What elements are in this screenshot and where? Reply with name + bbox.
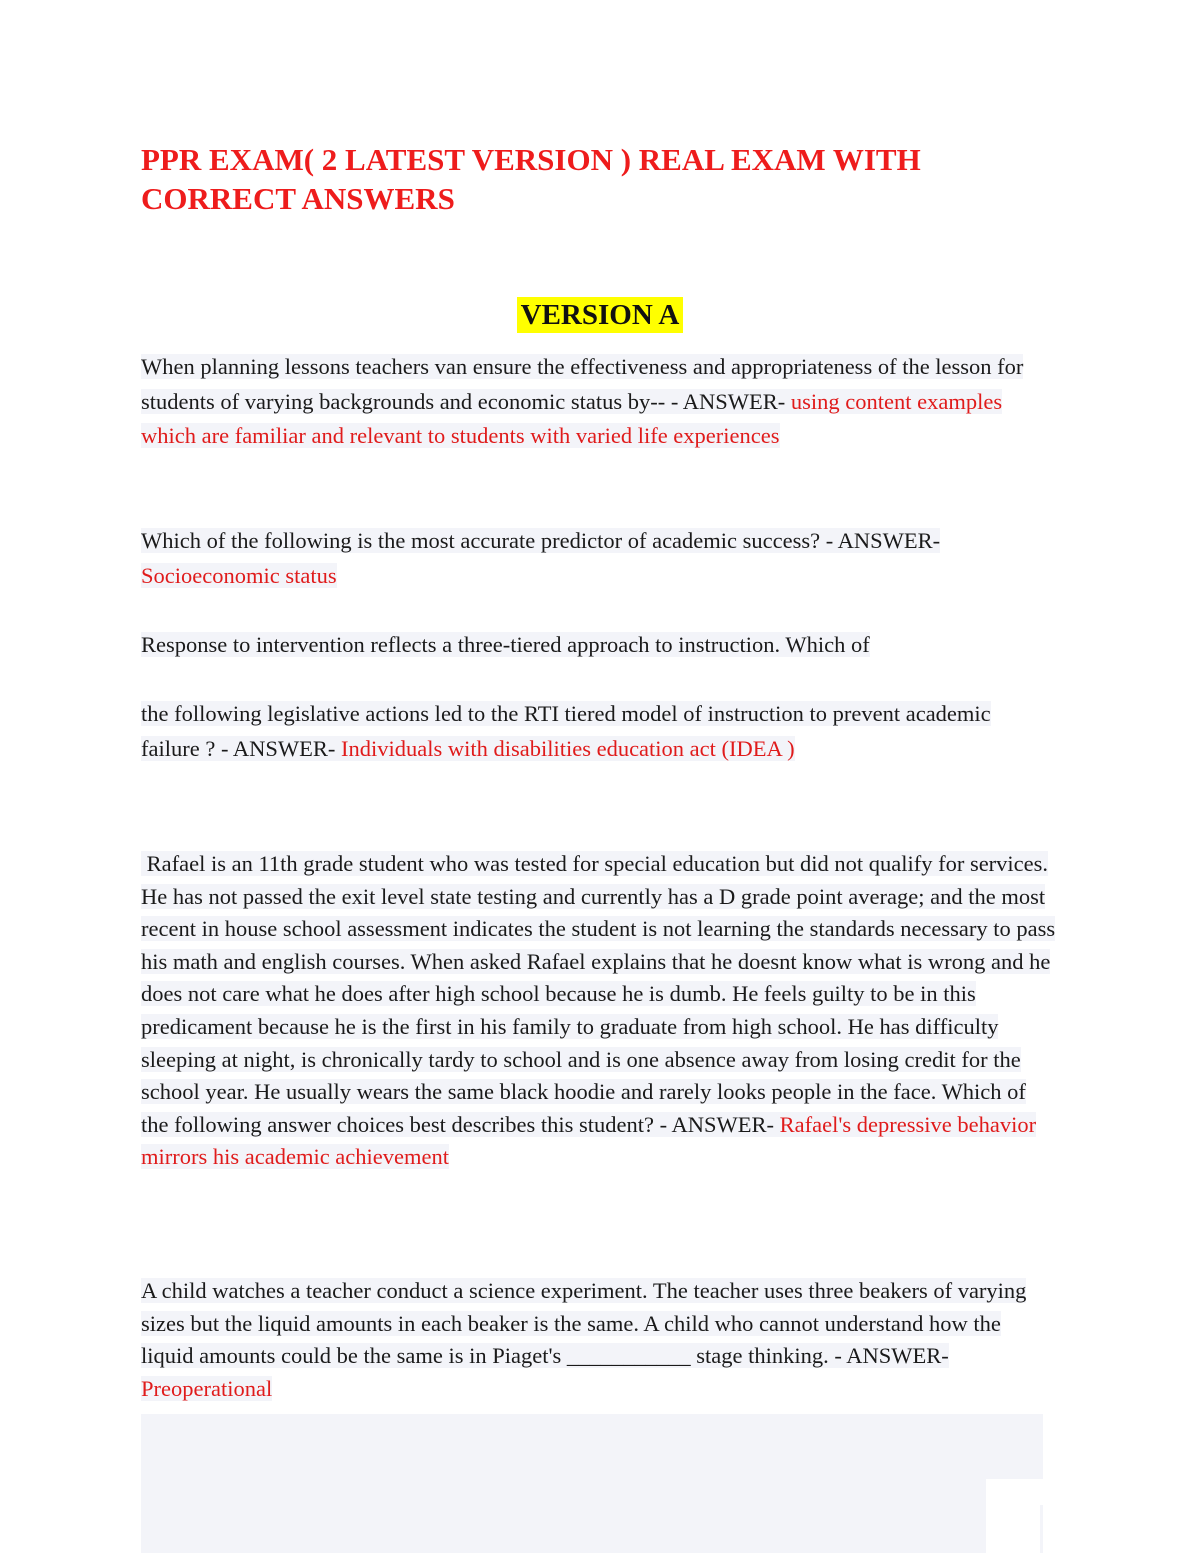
question-text: Rafael is an 11th grade student who was tested for special education but did not qualify for services. He has not passed the exit level state testing and currently has a D grade point average; and the most recent in house school assessment indicates the student is not learning the standards necessary to pass his math and english courses. When asked Rafael explains that he doesnt know what is wrong and he does not care what he does after high school because he is dumb. He feels guilty to be in this predicament because he is the first in his family to graduate from high school. He has difficulty sleeping at night, is chronically tardy to school and is one absence away from losing credit for the school year. He usually wears the same black hoodie and rarely looks people in the face. Which of the following answer choices best describes this student? -: [141, 851, 1056, 1137]
question-text: Which of the following is the most accurate predictor of academic success? -: [141, 528, 834, 553]
question-block-4: [141, 848, 1056, 1174]
answer-prefix: ANSWER-: [682, 388, 786, 414]
answer-prefix: ANSWER-: [671, 1111, 775, 1137]
question-text: A child watches a teacher conduct a science experiment. The teacher uses three beakers of varying sizes but the liquid amounts in each beaker is the same. A child who cannot understand how the liquid amounts could be the same is in Piaget's: [141, 1278, 1027, 1369]
answer-text: using content examples which are familiar and relevant to students with varied life experiences: [141, 388, 1003, 448]
answer-text: Preoperational: [141, 1375, 273, 1401]
question-block-3: [141, 628, 1036, 663]
answer-prefix: ANSWER-: [846, 1343, 949, 1369]
answer-blank: ___________: [566, 1343, 691, 1369]
answer-text: Socioeconomic status: [141, 562, 337, 588]
question-text: When planning lessons teachers van ensure the effectiveness and appropriateness of the lesson for students of varying backgrounds and economic status by-- -: [141, 354, 1024, 414]
question-block-2: [141, 524, 1011, 593]
document-title: PPR EXAM( 2 LATEST VERSION ) REAL EXAM WITH CORRECT ANSWERS: [141, 142, 921, 216]
answer-prefix: ANSWER-: [232, 735, 336, 761]
shaded-empty-region-edge-low: [1040, 1505, 1043, 1553]
answer-text: Individuals with disabilities education act (IDEA ): [340, 735, 795, 761]
question-tail: stage thinking. -: [696, 1343, 842, 1369]
question-block-3-cont: [141, 697, 1041, 766]
answer-prefix: ANSWER-: [837, 528, 941, 553]
question-block-1: [141, 350, 1041, 454]
version-label: VERSION A: [517, 297, 684, 333]
question-text: Response to intervention reflects a three-tiered approach to instruction. Which of: [141, 632, 870, 657]
shaded-empty-region: [141, 1414, 986, 1553]
question-block-5: [141, 1275, 1051, 1405]
question-text: the following legislative actions led to the RTI tiered model of instruction to prevent academic failure ? -: [141, 701, 991, 761]
answer-text: Rafael's depressive behavior mirrors his academic achievement: [141, 1111, 1037, 1170]
shaded-empty-region-edge: [986, 1414, 1043, 1479]
version-heading: [0, 296, 1200, 334]
